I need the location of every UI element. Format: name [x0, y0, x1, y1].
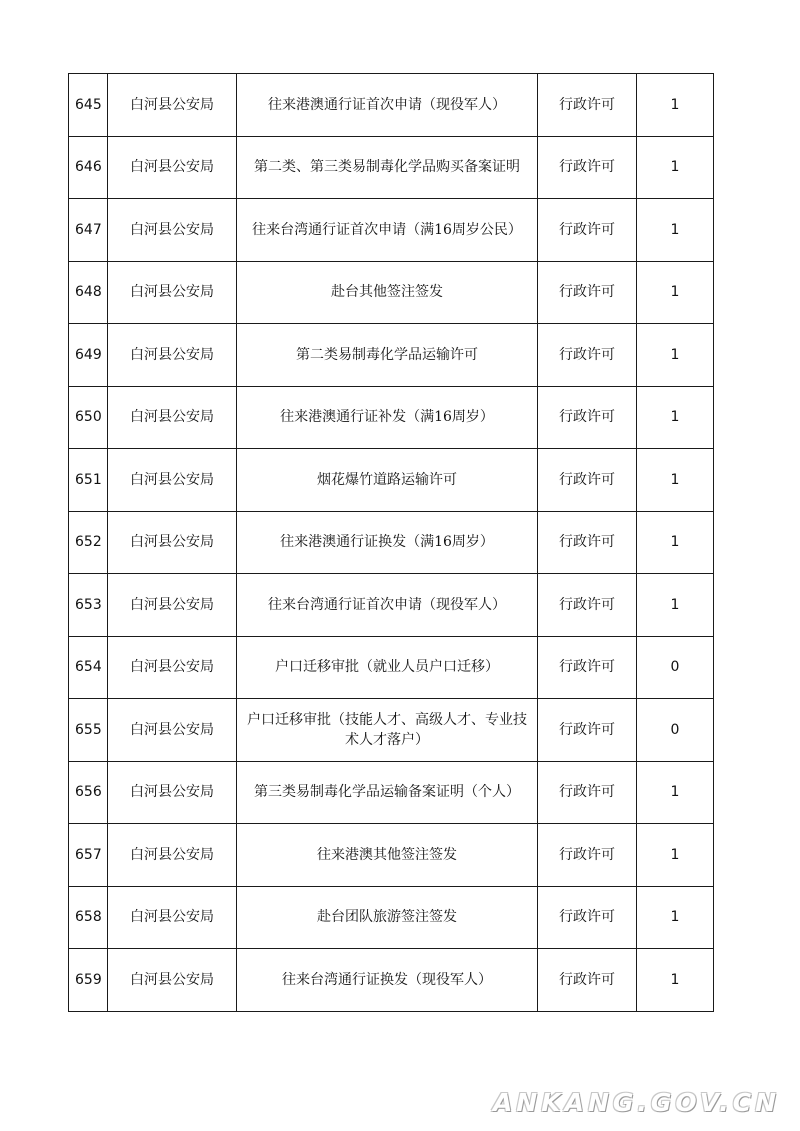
table-row [69, 949, 714, 1012]
item-name-cell: 第三类易制毒化学品运输备案证明（个人） [237, 761, 538, 824]
item-type-cell: 行政许可 [538, 636, 637, 699]
count-cell: 1 [637, 949, 714, 1012]
count-cell: 1 [637, 386, 714, 449]
department-cell: 白河县公安局 [108, 699, 237, 762]
item-type-cell: 行政许可 [538, 949, 637, 1012]
department-cell: 白河县公安局 [108, 324, 237, 387]
department-cell: 白河县公安局 [108, 74, 237, 137]
row-number-cell: 658 [69, 886, 108, 949]
row-number-cell: 649 [69, 324, 108, 387]
count-cell: 1 [637, 761, 714, 824]
count-cell: 1 [637, 824, 714, 887]
item-type-cell: 行政许可 [538, 199, 637, 262]
item-name-cell: 第二类、第三类易制毒化学品购买备案证明 [237, 136, 538, 199]
department-cell: 白河县公安局 [108, 574, 237, 637]
department-cell: 白河县公安局 [108, 261, 237, 324]
item-name-cell: 第二类易制毒化学品运输许可 [237, 324, 538, 387]
row-number-cell: 657 [69, 824, 108, 887]
item-name-cell: 户口迁移审批（就业人员户口迁移） [237, 636, 538, 699]
count-cell: 1 [637, 74, 714, 137]
department-cell: 白河县公安局 [108, 886, 237, 949]
item-name-cell: 赴台其他签注签发 [237, 261, 538, 324]
item-name-cell: 赴台团队旅游签注签发 [237, 886, 538, 949]
item-type-cell: 行政许可 [538, 511, 637, 574]
count-cell: 1 [637, 199, 714, 262]
table-row [69, 136, 714, 199]
count-cell: 1 [637, 136, 714, 199]
table-row [69, 199, 714, 262]
table-row [69, 261, 714, 324]
row-number-cell: 648 [69, 261, 108, 324]
item-name-cell: 往来港澳其他签注签发 [237, 824, 538, 887]
item-type-cell: 行政许可 [538, 386, 637, 449]
item-type-cell: 行政许可 [538, 824, 637, 887]
row-number-cell: 659 [69, 949, 108, 1012]
count-cell: 1 [637, 574, 714, 637]
row-number-cell: 646 [69, 136, 108, 199]
table-row [69, 74, 714, 137]
department-cell: 白河县公安局 [108, 449, 237, 512]
item-name-cell: 往来港澳通行证换发（满16周岁） [237, 511, 538, 574]
item-name-cell: 往来港澳通行证补发（满16周岁） [237, 386, 538, 449]
item-type-cell: 行政许可 [538, 74, 637, 137]
row-number-cell: 656 [69, 761, 108, 824]
table-row [69, 761, 714, 824]
row-number-cell: 652 [69, 511, 108, 574]
item-type-cell: 行政许可 [538, 449, 637, 512]
item-type-cell: 行政许可 [538, 574, 637, 637]
department-cell: 白河县公安局 [108, 386, 237, 449]
item-name-cell: 往来台湾通行证首次申请（满16周岁公民） [237, 199, 538, 262]
service-items-table [68, 73, 714, 1012]
row-number-cell: 651 [69, 449, 108, 512]
table-row [69, 699, 714, 762]
department-cell: 白河县公安局 [108, 136, 237, 199]
table-row [69, 824, 714, 887]
row-number-cell: 653 [69, 574, 108, 637]
row-number-cell: 645 [69, 74, 108, 137]
item-type-cell: 行政许可 [538, 324, 637, 387]
table-row [69, 886, 714, 949]
count-cell: 1 [637, 511, 714, 574]
item-name-cell: 往来港澳通行证首次申请（现役军人） [237, 74, 538, 137]
count-cell: 0 [637, 636, 714, 699]
item-name-cell: 烟花爆竹道路运输许可 [237, 449, 538, 512]
item-type-cell: 行政许可 [538, 886, 637, 949]
department-cell: 白河县公安局 [108, 761, 237, 824]
count-cell: 1 [637, 324, 714, 387]
department-cell: 白河县公安局 [108, 199, 237, 262]
table-row [69, 386, 714, 449]
table-row [69, 511, 714, 574]
table-row [69, 449, 714, 512]
row-number-cell: 654 [69, 636, 108, 699]
item-type-cell: 行政许可 [538, 699, 637, 762]
count-cell: 1 [637, 261, 714, 324]
table-row [69, 324, 714, 387]
row-number-cell: 650 [69, 386, 108, 449]
table-body [69, 74, 714, 1012]
row-number-cell: 647 [69, 199, 108, 262]
count-cell: 0 [637, 699, 714, 762]
item-type-cell: 行政许可 [538, 136, 637, 199]
department-cell: 白河县公安局 [108, 824, 237, 887]
item-name-cell: 往来台湾通行证首次申请（现役军人） [237, 574, 538, 637]
department-cell: 白河县公安局 [108, 511, 237, 574]
item-type-cell: 行政许可 [538, 761, 637, 824]
table-row [69, 636, 714, 699]
count-cell: 1 [637, 449, 714, 512]
count-cell: 1 [637, 886, 714, 949]
row-number-cell: 655 [69, 699, 108, 762]
item-name-cell: 户口迁移审批（技能人才、高级人才、专业技术人才落户） [237, 699, 538, 762]
item-name-cell: 往来台湾通行证换发（现役军人） [237, 949, 538, 1012]
table-row [69, 574, 714, 637]
item-type-cell: 行政许可 [538, 261, 637, 324]
department-cell: 白河县公安局 [108, 636, 237, 699]
department-cell: 白河县公安局 [108, 949, 237, 1012]
watermark-text: ANKANG.GOV.CN [492, 1088, 780, 1117]
